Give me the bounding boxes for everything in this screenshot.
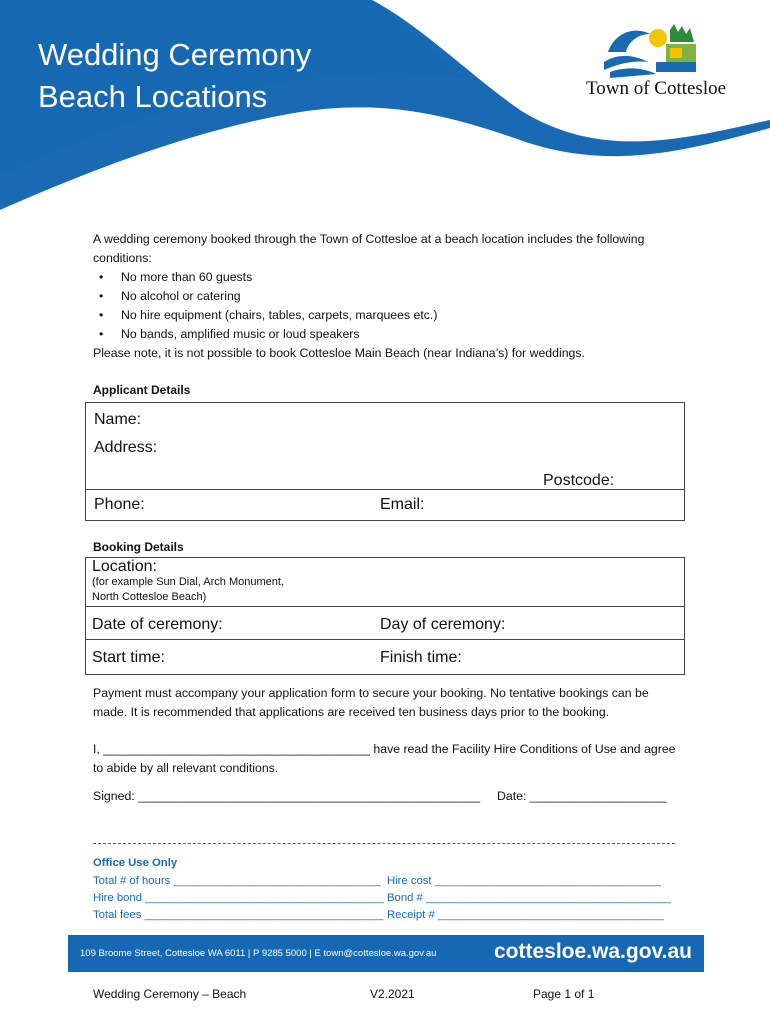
divider xyxy=(86,606,684,607)
location-field[interactable]: Location: xyxy=(92,558,157,575)
title-line-2: Beach Locations xyxy=(38,79,268,114)
name-field[interactable]: Name: xyxy=(94,411,142,428)
document-name: Wedding Ceremony – Beach xyxy=(93,987,247,1001)
page-number: Page 1 of 1 xyxy=(533,987,595,1001)
condition-text: No alcohol or catering xyxy=(121,289,241,303)
start-time-field[interactable]: Start time: xyxy=(92,649,165,666)
list-item xyxy=(93,325,685,344)
conditions-list xyxy=(93,268,685,344)
bullet-icon: • xyxy=(99,270,104,284)
hire-cost-field[interactable]: Hire cost ____________________________________ xyxy=(387,875,661,887)
intro-section xyxy=(93,230,685,363)
date-field[interactable]: Date: ____________________ xyxy=(497,789,667,803)
bullet-icon: • xyxy=(99,308,104,322)
divider xyxy=(86,639,684,640)
applicant-details-heading: Applicant Details xyxy=(93,383,191,397)
bond-number-field[interactable]: Bond # _______________________________________ xyxy=(387,892,671,904)
divider xyxy=(86,489,684,490)
finish-time-field[interactable]: Finish time: xyxy=(380,649,462,666)
logo-emblem-icon xyxy=(600,22,700,78)
logo-text: Town of Cottesloe xyxy=(585,78,727,99)
website-link[interactable]: cottesloe.wa.gov.au xyxy=(494,940,692,963)
condition-text: No hire equipment (chairs, tables, carpets, marquees etc.) xyxy=(121,308,438,322)
total-hours-field[interactable]: Total # of hours _________________________________ xyxy=(93,875,381,887)
town-of-cottesloe-logo xyxy=(566,22,746,102)
list-item xyxy=(93,287,685,306)
location-example-hint: (for example Sun Dial, Arch Monument, North Cottesloe Beach) xyxy=(92,576,284,603)
page-title xyxy=(38,34,311,118)
phone-field[interactable]: Phone: xyxy=(94,496,145,513)
postcode-field[interactable]: Postcode: xyxy=(543,472,615,489)
receipt-number-field[interactable]: Receipt # ____________________________________ xyxy=(387,909,665,921)
office-use-heading: Office Use Only xyxy=(93,857,178,869)
list-item xyxy=(93,268,685,287)
address-field[interactable]: Address: xyxy=(94,439,158,456)
declaration-statement[interactable]: I, _______________________________________ have read the Facility Hire Conditions of Use and agree to abide by all relevant conditions. xyxy=(93,742,676,775)
hire-bond-field[interactable]: Hire bond ______________________________________ xyxy=(93,892,384,904)
condition-text: No bands, amplified music or loud speakers xyxy=(121,327,360,341)
office-divider xyxy=(93,843,675,844)
contact-details: 109 Broome Street, Cottesloe WA 6011 | P 9285 5000 | E town@cottesloe.wa.gov.au xyxy=(80,948,437,959)
email-field[interactable]: Email: xyxy=(380,496,425,513)
bullet-icon: • xyxy=(99,289,104,303)
applicant-details-form xyxy=(85,402,685,521)
signature-field[interactable]: Signed: __________________________________________________ xyxy=(93,789,481,803)
date-of-ceremony-field[interactable]: Date of ceremony: xyxy=(92,616,223,633)
condition-text: No more than 60 guests xyxy=(121,270,253,284)
list-item xyxy=(93,306,685,325)
intro-paragraph: A wedding ceremony booked through the Town of Cottesloe at a beach location includes the following conditions: xyxy=(93,232,645,265)
document-version: V2.2021 xyxy=(370,987,415,1001)
contact-footer-band xyxy=(68,935,704,972)
payment-note: Payment must accompany your application form to secure your booking. No tentative bookings can be made. It is recommended that applications are received ten business days prior to the booking. xyxy=(93,686,649,719)
total-fees-field[interactable]: Total fees ______________________________________ xyxy=(93,909,384,921)
bullet-icon: • xyxy=(99,327,104,341)
booking-details-heading: Booking Details xyxy=(93,540,184,554)
booking-details-form xyxy=(85,557,685,675)
title-line-1: Wedding Ceremony xyxy=(38,37,312,72)
day-of-ceremony-field[interactable]: Day of ceremony: xyxy=(380,616,506,633)
intro-note: Please note, it is not possible to book Cottesloe Main Beach (near Indiana’s) for weddings. xyxy=(93,346,585,360)
